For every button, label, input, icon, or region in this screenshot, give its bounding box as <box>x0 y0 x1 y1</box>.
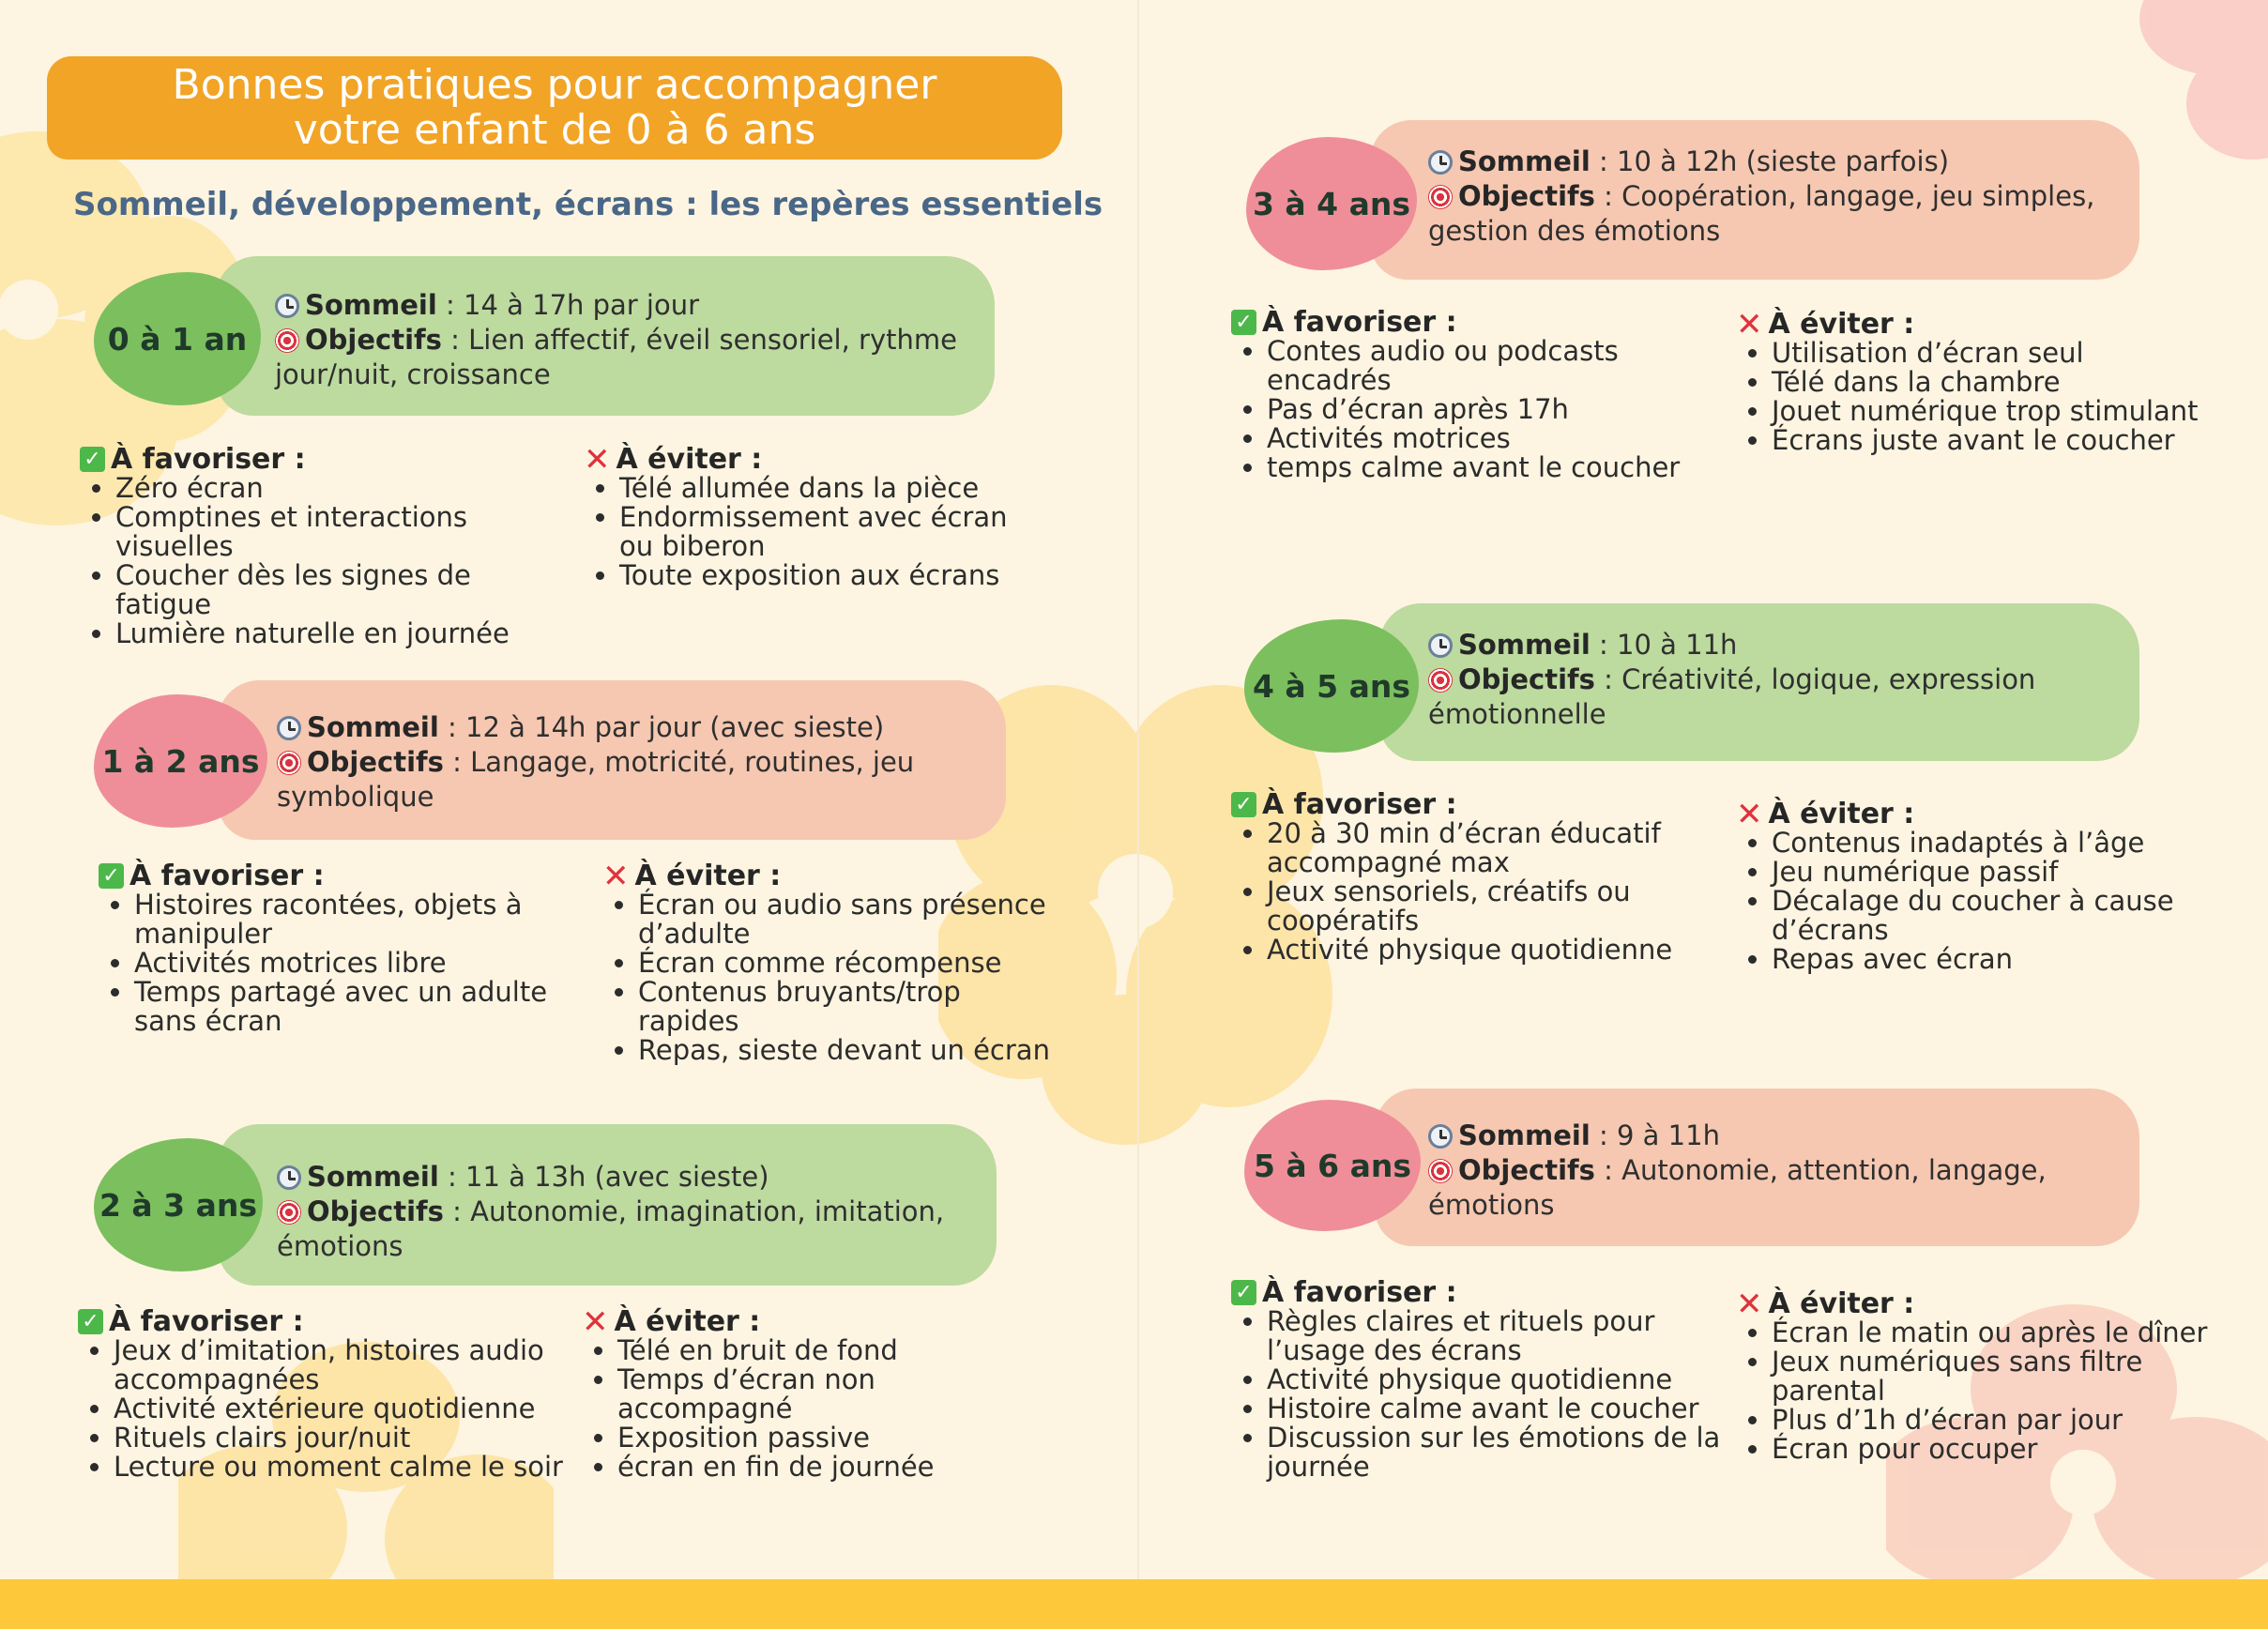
list-item: • Écran le matin ou après le dîner <box>1772 1318 2243 1347</box>
eviter-label: À éviter : <box>634 860 782 892</box>
cross-icon: ✕ <box>1736 795 1763 833</box>
list-item: • Comptines et interactions visuelles <box>115 503 540 561</box>
page-fold <box>1137 0 1139 1629</box>
list-item: • Lumière naturelle en journée <box>115 619 540 648</box>
objectifs-label: Objectifs <box>307 746 444 778</box>
sommeil-row <box>1428 145 2123 179</box>
objectifs-value: : Coopération, langage, jeu simples, gestion des émotions <box>1428 180 2095 247</box>
sommeil-label: Sommeil <box>305 289 437 321</box>
favoriser-list <box>78 1307 566 1482</box>
favoriser-heading <box>1231 790 1700 819</box>
list-item: • Histoire calme avant le coucher <box>1267 1394 1728 1423</box>
list-item: • Décalage du coucher à cause d’écrans <box>1772 887 2224 945</box>
sommeil-value: : 9 à 11h <box>1590 1119 1720 1151</box>
page-subtitle: Sommeil, développement, écrans : les repères essentiels <box>73 186 1104 223</box>
eviter-heading <box>582 1302 1032 1341</box>
objectifs-value: : Autonomie, imagination, imitation, émotions <box>277 1195 945 1262</box>
favoriser-heading <box>1231 308 1719 337</box>
check-icon: ✓ <box>1231 1280 1256 1305</box>
age-badge: 2 à 3 ans <box>94 1138 263 1271</box>
sommeil-value: : 10 à 12h (sieste parfois) <box>1590 145 1950 177</box>
favoriser-heading <box>99 861 586 891</box>
list-item: • Activité extérieure quotidienne <box>114 1394 566 1423</box>
info-text <box>1428 145 2123 249</box>
eviter-label: À éviter : <box>1768 1287 1915 1320</box>
clock-icon <box>1428 150 1453 175</box>
eviter-heading <box>1736 795 2224 833</box>
list-item: • Jeux numériques sans filtre parental <box>1772 1347 2243 1406</box>
list-item: • Lecture ou moment calme le soir <box>114 1453 566 1482</box>
eviter-list <box>1736 1285 2243 1465</box>
favoriser-list <box>1231 1278 1728 1482</box>
clock-icon <box>277 716 301 740</box>
favoriser-label: À favoriser : <box>109 1305 304 1338</box>
favoriser-list <box>1231 308 1719 482</box>
objectifs-row <box>277 745 990 814</box>
info-text <box>275 288 969 392</box>
eviter-list <box>1736 795 2224 975</box>
info-text <box>277 710 990 814</box>
info-text <box>1428 628 2123 732</box>
target-icon <box>1428 185 1453 209</box>
list-item: • Plus d’1h d’écran par jour <box>1772 1406 2243 1435</box>
eviter-list <box>582 1302 1032 1483</box>
favoriser-heading <box>78 1307 566 1336</box>
check-icon: ✓ <box>1231 310 1256 335</box>
cross-icon: ✕ <box>584 440 611 479</box>
list-item: • Utilisation d’écran seul <box>1772 339 2224 368</box>
sommeil-label: Sommeil <box>307 1161 439 1193</box>
target-icon <box>275 328 299 353</box>
clock-icon <box>1428 1124 1453 1149</box>
page-title: Bonnes pratiques pour accompagner votre enfant de 0 à 6 ans <box>172 61 937 154</box>
sommeil-row <box>275 288 969 323</box>
objectifs-row <box>275 323 969 392</box>
info-text <box>1428 1119 2123 1223</box>
objectifs-row <box>1428 1153 2123 1223</box>
clock-icon <box>275 294 299 318</box>
list-item: • Exposition passive <box>617 1423 1032 1453</box>
objectifs-label: Objectifs <box>1458 180 1595 212</box>
list-item: • Temps partagé avec un adulte sans écran <box>134 978 586 1036</box>
sommeil-row <box>277 710 990 745</box>
list-item: • Télé en bruit de fond <box>617 1336 1032 1365</box>
list-item: • Discussion sur les émotions de la journée <box>1267 1423 1728 1482</box>
bottom-band <box>0 1579 2268 1629</box>
list-item: • Règles claires et rituels pour l’usage des écrans <box>1267 1307 1728 1365</box>
sommeil-label: Sommeil <box>1458 145 1591 177</box>
list-item: • Télé dans la chambre <box>1772 368 2224 397</box>
favoriser-label: À favoriser : <box>1262 306 1457 339</box>
sommeil-label: Sommeil <box>307 711 439 743</box>
favoriser-list <box>80 445 540 648</box>
sommeil-value: : 14 à 17h par jour <box>436 289 700 321</box>
clock-icon <box>277 1165 301 1190</box>
sommeil-row <box>1428 628 2123 662</box>
eviter-label: À éviter : <box>1768 798 1915 830</box>
sommeil-row <box>1428 1119 2123 1153</box>
eviter-heading <box>584 440 1043 479</box>
favoriser-label: À favoriser : <box>1262 1276 1457 1309</box>
clock-icon <box>1428 633 1453 658</box>
objectifs-value: : Autonomie, attention, langage, émotions <box>1428 1154 2047 1221</box>
list-item: • Histoires racontées, objets à manipuler <box>134 891 586 949</box>
list-item: • Contenus bruyants/trop rapides <box>638 978 1053 1036</box>
objectifs-label: Objectifs <box>305 324 442 356</box>
target-icon <box>1428 668 1453 693</box>
target-icon <box>277 1200 301 1225</box>
eviter-list <box>1736 305 2224 456</box>
check-icon: ✓ <box>78 1309 103 1334</box>
objectifs-value: : Créativité, logique, expression émotionnelle <box>1428 663 2036 730</box>
target-icon <box>1428 1159 1453 1183</box>
eviter-label: À éviter : <box>1768 308 1915 341</box>
list-item: • Temps d’écran non accompagné <box>617 1365 1032 1423</box>
favoriser-label: À favoriser : <box>129 860 325 892</box>
sommeil-value: : 11 à 13h (avec sieste) <box>438 1161 769 1193</box>
list-item: • Jeux sensoriels, créatifs ou coopératifs <box>1267 877 1700 936</box>
favoriser-list <box>99 861 586 1036</box>
list-item: • écran en fin de journée <box>617 1453 1032 1482</box>
eviter-list <box>584 440 1043 591</box>
objectifs-value: : Lien affectif, éveil sensoriel, rythme jour/nuit, croissance <box>275 324 957 390</box>
list-item: • Rituels clairs jour/nuit <box>114 1423 566 1453</box>
objectifs-row <box>1428 179 2123 249</box>
list-item: • Jouet numérique trop stimulant <box>1772 397 2224 426</box>
list-item: • Toute exposition aux écrans <box>619 561 1043 590</box>
cross-icon: ✕ <box>582 1302 609 1341</box>
list-item: • Écran ou audio sans présence d’adulte <box>638 891 1053 949</box>
objectifs-row <box>277 1195 981 1264</box>
age-badge: 1 à 2 ans <box>94 694 267 828</box>
list-item: • Zéro écran <box>115 474 540 503</box>
sommeil-row <box>277 1160 981 1195</box>
check-icon: ✓ <box>1231 792 1256 817</box>
title-banner <box>47 56 1062 160</box>
list-item: • 20 à 30 min d’écran éducatif accompagné max <box>1267 819 1700 877</box>
list-item: • Contenus inadaptés à l’âge <box>1772 829 2224 858</box>
list-item: • Activités motrices libre <box>134 949 586 978</box>
check-icon: ✓ <box>80 447 105 472</box>
eviter-label: À éviter : <box>616 443 763 476</box>
sommeil-label: Sommeil <box>1458 1119 1591 1151</box>
sommeil-value: : 12 à 14h par jour (avec sieste) <box>438 711 885 743</box>
list-item: • Jeu numérique passif <box>1772 858 2224 887</box>
cross-icon: ✕ <box>1736 305 1763 343</box>
cross-icon: ✕ <box>1736 1285 1763 1323</box>
favoriser-label: À favoriser : <box>111 443 306 476</box>
favoriser-list <box>1231 790 1700 965</box>
age-badge: 5 à 6 ans <box>1244 1100 1421 1231</box>
list-item: • Activité physique quotidienne <box>1267 1365 1728 1394</box>
list-item: • Télé allumée dans la pièce <box>619 474 1043 503</box>
info-text <box>277 1160 981 1264</box>
list-item: • Contes audio ou podcasts encadrés <box>1267 337 1719 395</box>
favoriser-heading <box>1231 1278 1728 1307</box>
list-item: • Écran comme récompense <box>638 949 1053 978</box>
list-item: • Jeux d’imitation, histoires audio accompagnées <box>114 1336 566 1394</box>
cross-icon: ✕ <box>602 857 630 895</box>
age-badge: 3 à 4 ans <box>1246 137 1417 270</box>
favoriser-label: À favoriser : <box>1262 788 1457 821</box>
eviter-heading <box>1736 305 2224 343</box>
eviter-heading <box>602 857 1053 895</box>
list-item: • Repas, sieste devant un écran <box>638 1036 1053 1065</box>
objectifs-value: : Langage, motricité, routines, jeu symbolique <box>277 746 915 813</box>
eviter-label: À éviter : <box>614 1305 761 1338</box>
list-item: • Pas d’écran après 17h <box>1267 395 1719 424</box>
list-item: • Endormissement avec écran ou biberon <box>619 503 1043 561</box>
sommeil-label: Sommeil <box>1458 629 1591 661</box>
objectifs-label: Objectifs <box>307 1195 444 1227</box>
list-item: • temps calme avant le coucher <box>1267 453 1719 482</box>
list-item: • Écran pour occuper <box>1772 1435 2243 1464</box>
sommeil-value: : 10 à 11h <box>1590 629 1738 661</box>
eviter-heading <box>1736 1285 2243 1323</box>
eviter-list <box>602 857 1053 1066</box>
age-badge: 4 à 5 ans <box>1244 619 1419 753</box>
list-item: • Repas avec écran <box>1772 945 2224 974</box>
list-item: • Activités motrices <box>1267 424 1719 453</box>
objectifs-row <box>1428 662 2123 732</box>
list-item: • Activité physique quotidienne <box>1267 936 1700 965</box>
age-badge: 0 à 1 an <box>94 272 261 405</box>
target-icon <box>277 751 301 775</box>
check-icon: ✓ <box>99 863 124 889</box>
list-item: • Coucher dès les signes de fatigue <box>115 561 540 619</box>
favoriser-heading <box>80 445 540 474</box>
objectifs-label: Objectifs <box>1458 1154 1595 1186</box>
objectifs-label: Objectifs <box>1458 663 1595 695</box>
list-item: • Écrans juste avant le coucher <box>1772 426 2224 455</box>
